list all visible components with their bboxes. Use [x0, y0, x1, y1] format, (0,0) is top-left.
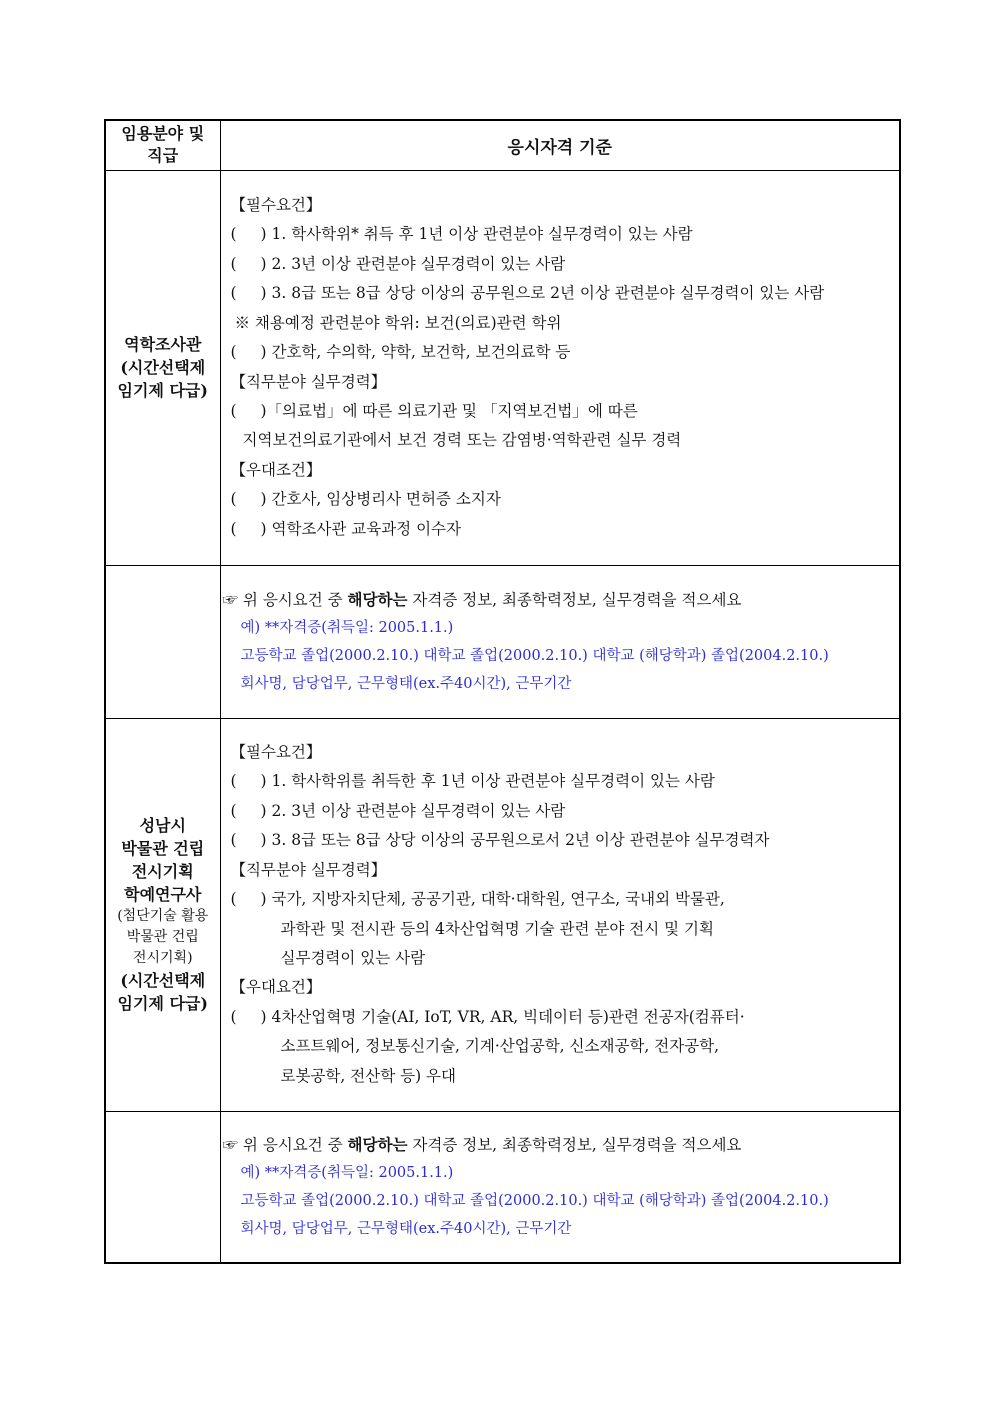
note-row-1 — [105, 565, 900, 718]
header-criteria-cell: 응시자격 기준 — [220, 120, 900, 170]
checkbox-paren[interactable]: ( — [230, 519, 237, 538]
experience-item-1-text: ) 국가, 지방자치단체, 공공기관, 대학·대학원, 연구소, 국내외 박물관, — [260, 890, 725, 909]
note-instruction — [223, 586, 894, 614]
checkbox-paren[interactable]: ( — [230, 490, 237, 509]
experience-title: 【직무분야 실무경력】 — [230, 860, 387, 879]
note-instruction-post: 자격증 정보, 최종학력정보, 실무경력을 적으세요 — [407, 1135, 742, 1154]
experience-item-2: 과학관 및 전시관 등의 4차산업혁명 기술 관련 분야 전시 및 기획 — [280, 919, 714, 938]
section-museum-criteria — [220, 718, 900, 1111]
section2-title-line1: 성남시 — [139, 816, 186, 835]
checkbox-paren[interactable]: ( — [230, 284, 237, 303]
example-license: 예) **자격증(취득일: 2005.1.1.) — [240, 619, 454, 636]
required-title: 【필수요건】 — [230, 196, 322, 215]
degree-note: ※ 채용예정 관련분야 학위: 보건(의료)관련 학위 — [234, 313, 562, 332]
required-item-2-text: ) 2. 3년 이상 관련분야 실무경력이 있는 사람 — [260, 801, 566, 820]
required-item-1-text: ) 1. 학사학위* 취득 후 1년 이상 관련분야 실무경력이 있는 사람 — [260, 225, 693, 244]
note-instruction-bold: 해당하는 — [347, 1134, 408, 1154]
preference-item-1-text: ) 4차산업혁명 기술(AI, IoT, VR, AR, 빅데이터 등)관련 전공자(컴퓨터· — [260, 1007, 745, 1026]
section2-title-line6: 임기제 다급) — [117, 994, 208, 1013]
experience-item-2: 지역보건의료기관에서 보건 경력 또는 감염병·역학관련 실무 경력 — [242, 431, 682, 450]
note-instruction-bold: 해당하는 — [347, 589, 408, 609]
note-row-2-content[interactable] — [220, 1111, 900, 1263]
note-row-2-empty — [105, 1111, 220, 1263]
experience-title: 【직무분야 실무경력】 — [230, 372, 387, 391]
section-epidemiology-criteria — [220, 170, 900, 565]
preference-item-1[interactable] — [231, 485, 894, 514]
section2-title-small1: (첨단기술 활용 — [117, 908, 209, 924]
experience-item-1[interactable] — [231, 397, 894, 426]
example-education: 고등학교 졸업(2000.2.10.) 대학교 졸업(2000.2.10.) 대학교 (해당학과) 졸업(2004.2.10.) — [240, 1192, 829, 1209]
required-item-3-text: ) 3. 8급 또는 8급 상당 이상의 공무원으로 2년 이상 관련분야 실무경력이 있는 사람 — [260, 284, 825, 303]
note-instruction — [223, 1131, 894, 1159]
table-header-row — [105, 120, 900, 170]
experience-item-1-text: )「의료법」에 따른 의료기관 및 「지역보건법」에 따른 — [260, 401, 638, 420]
example-career: 회사명, 담당업무, 근무형태(ex.주40시간), 근무기간 — [240, 675, 572, 692]
note-row-1-content[interactable] — [220, 565, 900, 718]
degree-item-text: ) 간호학, 수의학, 약학, 보건학, 보건의료학 등 — [260, 343, 571, 362]
example-license: 예) **자격증(취득일: 2005.1.1.) — [240, 1164, 454, 1181]
note-row-2 — [105, 1111, 900, 1263]
header-field-cell — [105, 120, 220, 170]
required-item-1[interactable] — [231, 220, 894, 249]
checkbox-paren[interactable]: ( — [230, 343, 237, 362]
required-title: 【필수요건】 — [230, 743, 322, 762]
preference-item-2[interactable] — [231, 515, 894, 544]
preference-item-2-text: ) 역학조사관 교육과정 이수자 — [260, 519, 462, 538]
checkbox-paren[interactable]: ( — [230, 772, 237, 791]
section-museum-title — [105, 718, 220, 1111]
required-item-1[interactable] — [231, 767, 894, 796]
experience-item-3: 실무경력이 있는 사람 — [280, 948, 426, 967]
checkbox-paren[interactable]: ( — [230, 225, 237, 244]
preference-item-1-text: ) 간호사, 임상병리사 면허증 소지자 — [260, 490, 501, 509]
required-item-2[interactable] — [231, 797, 894, 826]
required-item-2-text: ) 2. 3년 이상 관련분야 실무경력이 있는 사람 — [260, 254, 566, 273]
section-epidemiology-title — [105, 170, 220, 565]
required-item-2[interactable] — [231, 250, 894, 279]
note-instruction-post: 자격증 정보, 최종학력정보, 실무경력을 적으세요 — [407, 590, 742, 609]
section-museum-row — [105, 718, 900, 1111]
section1-title-line1: 역학조사관 — [124, 335, 202, 354]
preference-title: 【우대요건】 — [230, 978, 322, 997]
section2-title-line2: 박물관 건립 — [121, 839, 205, 858]
header-field-line2: 직급 — [147, 146, 179, 166]
section2-title-small2: 박물관 건립 — [126, 929, 199, 945]
section2-title-line3: 전시기획 — [131, 862, 194, 881]
checkbox-paren[interactable]: ( — [230, 254, 237, 273]
section2-title-small3: 전시기획) — [132, 950, 193, 966]
note-row-1-empty — [105, 565, 220, 718]
experience-item-1[interactable] — [231, 885, 894, 914]
checkbox-paren[interactable]: ( — [230, 831, 237, 850]
required-item-3[interactable] — [231, 279, 894, 308]
preference-item-2: 소프트웨어, 정보통신기술, 기계·산업공학, 신소재공학, 전자공학, — [280, 1037, 720, 1056]
checkbox-paren[interactable]: ( — [230, 1007, 237, 1026]
required-item-3[interactable] — [231, 826, 894, 855]
section1-title-line3: 임기제 다급) — [117, 381, 208, 400]
qualification-table — [104, 119, 901, 1264]
preference-title: 【우대조건】 — [230, 460, 322, 479]
required-item-1-text: ) 1. 학사학위를 취득한 후 1년 이상 관련분야 실무경력이 있는 사람 — [260, 772, 715, 791]
checkbox-paren[interactable]: ( — [230, 890, 237, 909]
section1-title-line2: (시간선택제 — [120, 358, 206, 377]
note-instruction-pre: ☞ 위 응시요건 중 — [222, 1135, 348, 1154]
required-item-3-text: ) 3. 8급 또는 8급 상당 이상의 공무원으로서 2년 이상 관련분야 실무경력자 — [260, 831, 770, 850]
checkbox-paren[interactable]: ( — [230, 401, 237, 420]
preference-item-3: 로봇공학, 전산학 등) 우대 — [280, 1066, 456, 1085]
example-education: 고등학교 졸업(2000.2.10.) 대학교 졸업(2000.2.10.) 대학교 (해당학과) 졸업(2004.2.10.) — [240, 647, 829, 664]
note-instruction-pre: ☞ 위 응시요건 중 — [222, 590, 348, 609]
example-career: 회사명, 담당업무, 근무형태(ex.주40시간), 근무기간 — [240, 1220, 572, 1237]
header-field-line1: 임용분야 및 — [121, 124, 205, 144]
degree-item[interactable] — [231, 338, 894, 367]
preference-item-1[interactable] — [231, 1003, 894, 1032]
section2-title-line4: 학예연구사 — [124, 885, 202, 904]
section-epidemiology-row — [105, 170, 900, 565]
section2-title-line5: (시간선택제 — [120, 971, 206, 990]
checkbox-paren[interactable]: ( — [230, 801, 237, 820]
